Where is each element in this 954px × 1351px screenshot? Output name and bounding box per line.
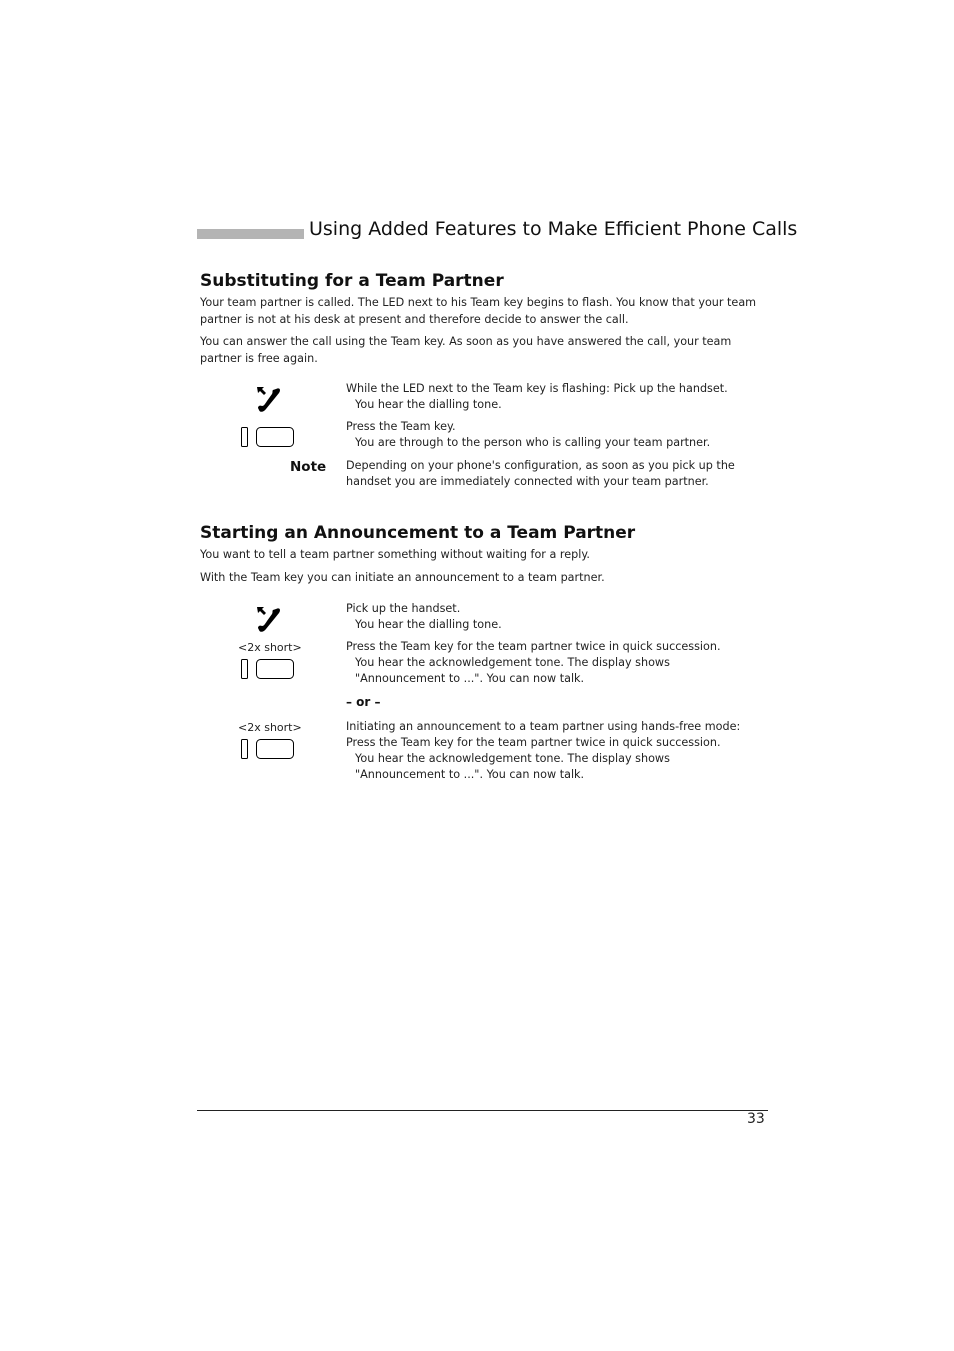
page-number: 33 <box>747 1111 765 1127</box>
step-press-twice <box>346 639 766 687</box>
note-label: Note <box>290 459 327 475</box>
handset-icon <box>254 604 282 634</box>
paragraph: Your team partner is called. The LED next to his Team key begins to flash. You know that your team partner is not at his desk at present and therefore decide to answer the call. <box>200 296 757 326</box>
step-subtext: "Announcement to ...". You can now talk. <box>355 768 585 781</box>
paragraph: You can answer the call using the Team key. As soon as you have answered the call, your team partner is free again. <box>200 335 732 365</box>
team-key-icon <box>240 425 296 449</box>
step-press-team-key <box>346 419 766 451</box>
section-title-announcement: Starting an Announcement to a Team Partner <box>200 523 636 543</box>
paragraph: With the Team key you can initiate an announcement to a team partner. <box>200 571 605 584</box>
step-pick-up <box>346 381 766 413</box>
step-subtext: You hear the dialling tone. <box>355 398 502 411</box>
section-title-substituting: Substituting for a Team Partner <box>200 271 504 291</box>
step-subtext: You hear the acknowledgement tone. The display shows <box>355 752 670 765</box>
step-subtext: "Announcement to ...". You can now talk. <box>355 672 585 685</box>
team-key-icon <box>240 657 296 681</box>
paragraph: You want to tell a team partner something without waiting for a reply. <box>200 548 590 561</box>
step-intro: Initiating an announcement to a team partner using hands-free mode: <box>346 720 741 733</box>
step-text: While the LED next to the Team key is flashing: Pick up the handset. <box>346 382 728 395</box>
step-text: Press the Team key. <box>346 420 456 433</box>
note-text: Depending on your phone's configuration, as soon as you pick up the handset you are immediately connected with your team partner. <box>346 459 735 488</box>
step-hands-free <box>346 719 766 783</box>
handset-icon <box>254 384 282 414</box>
press-count-label: <2x short> <box>238 641 302 654</box>
step-text: Pick up the handset. <box>346 602 461 615</box>
footer-rule <box>197 1110 768 1111</box>
step-text: Press the Team key for the team partner twice in quick succession. <box>346 736 721 749</box>
team-key-icon <box>240 737 296 761</box>
step-subtext: You are through to the person who is calling your team partner. <box>355 436 711 449</box>
header-bar <box>197 229 304 239</box>
chapter-title: Using Added Features to Make Efficient Phone Calls <box>309 218 798 240</box>
step-subtext: You hear the acknowledgement tone. The display shows <box>355 656 670 669</box>
step-subtext: You hear the dialling tone. <box>355 618 502 631</box>
step-text: Press the Team key for the team partner twice in quick succession. <box>346 640 721 653</box>
or-separator: – or – <box>346 695 381 709</box>
press-count-label: <2x short> <box>238 721 302 734</box>
step-pick-up <box>346 601 766 633</box>
